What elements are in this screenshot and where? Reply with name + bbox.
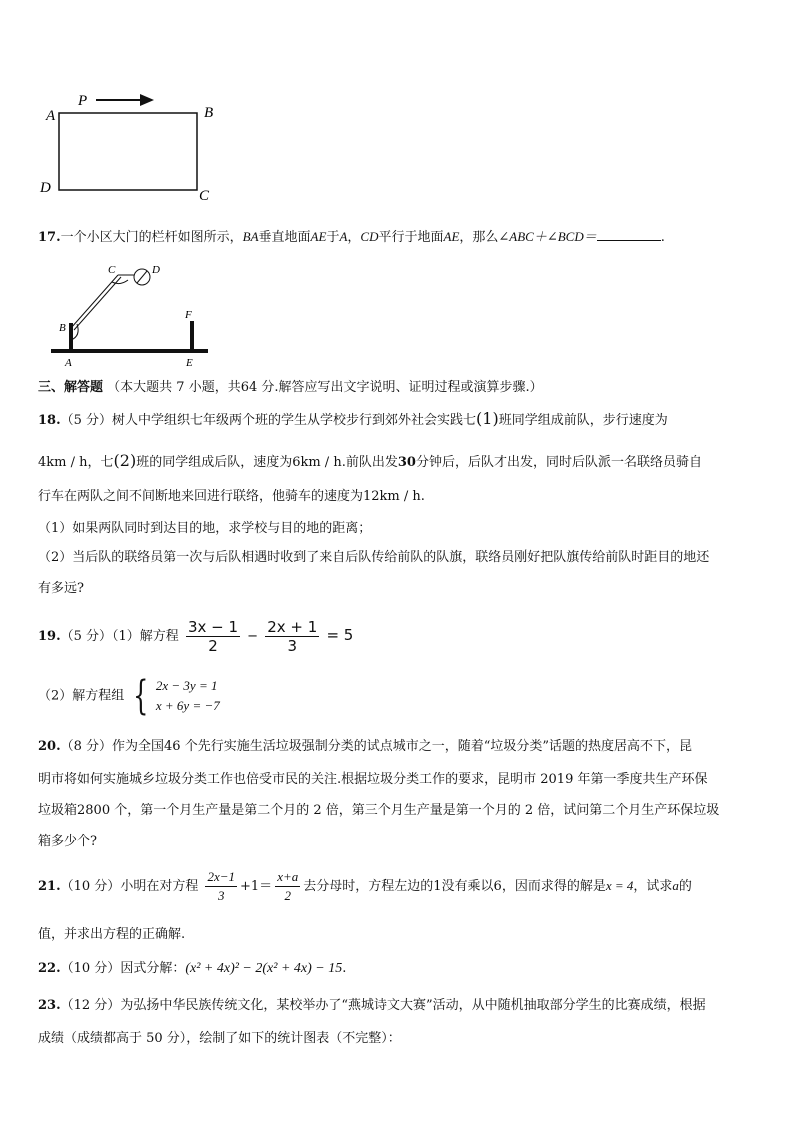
equation-system: { 2x − 3y = 1 x + 6y = −7	[133, 673, 220, 719]
label-C: C	[108, 264, 116, 276]
label-D: D	[40, 180, 51, 196]
question-19-part2: （2）解方程组 { 2x − 3y = 1 x + 6y = −7	[38, 673, 220, 719]
wheel-d-spoke	[137, 271, 147, 283]
question-19-part1: 19.（5 分）（1）解方程 $\frac{3x - 1}{2}$ − $\frac{2x + 1}{3}$ = 5	[38, 618, 354, 655]
label-P: P	[78, 93, 88, 109]
fraction: $\frac{2x-1}{3}$	[207, 869, 236, 903]
label-B: B	[204, 105, 214, 121]
question-21-line1: 21.（10 分）小明在对方程 $\frac{2x-1}{3}$ +1＝ $\frac{x+a}{2}$ 去分母时，方程左边的1没有乘以6，因而求得的解是x = 4，试求a的	[38, 869, 692, 903]
label-D: D	[152, 264, 160, 276]
label-E: E	[186, 357, 193, 369]
question-21-line2: 值，并求出方程的正确解.	[38, 927, 186, 942]
gate-barrier-figure	[46, 258, 216, 370]
answer-blank[interactable]	[597, 228, 661, 241]
question-number: 17.	[38, 230, 61, 245]
label-F: F	[185, 309, 192, 321]
question-23-line2: 成绩（成绩都高于 50 分），绘制了如下的统计图表（不完整）：	[38, 1031, 401, 1046]
question-20-line2: 明市将如何实施城乡垃圾分类工作也倍受市民的关注.根据垃圾分类工作的要求，昆明市 2019 年第一季度共生产环保	[38, 772, 708, 787]
question-20-line3: 垃圾箱2800 个，第一个月生产量是第二个月的 2 倍，第三个月生产量是第一个月的 2 倍，试问第二个月生产环保垃圾	[38, 803, 720, 818]
brace-icon: {	[133, 673, 149, 719]
question-22: 22.（10 分）因式分解：(x² + 4x)² − 2(x² + 4x) − 15.	[38, 961, 347, 976]
question-17: 17.一个小区大门的栏杆如图所示，BA垂直地面AE于A，CD平行于地面AE，那么∠ABC＋∠BCD＝ .	[38, 229, 665, 245]
arrow-head-icon	[140, 94, 154, 106]
question-23-line1: 23.（12 分）为弘扬中华民族传统文化，某校举办了“燕城诗文大赛”活动，从中随机抽取部分学生的比赛成绩，根据	[38, 998, 706, 1013]
angle-c-arc	[112, 280, 128, 284]
question-18-line1: 18.（5 分）树人中学组织七年级两个班的学生从学校步行到郊外社会实践七(1)班同学组成前队，步行速度为	[38, 409, 668, 428]
question-18-part2-cont: 有多远?	[38, 581, 84, 596]
label-A: A	[46, 108, 56, 124]
rectangle-abcd	[59, 113, 197, 190]
label-C: C	[199, 188, 210, 204]
question-20-line4: 箱多少个?	[38, 834, 97, 849]
question-18-part1: （1）如果两队同时到达目的地，求学校与目的地的距离；	[38, 521, 372, 536]
label-B: B	[59, 322, 66, 334]
label-A: A	[65, 357, 72, 369]
question-18-line2: 4km / h，七(2)班的同学组成后队，速度为6km / h.前队出发30分钟后，后队才出发，同时后队派一名联络员骑自	[38, 451, 702, 470]
fraction: $\frac{3x - 1}{2}$	[187, 618, 239, 655]
fraction: $\frac{2x + 1}{3}$	[267, 618, 318, 655]
rectangle-figure	[36, 86, 226, 206]
question-18-line3: 行车在两队之间不间断地来回进行联络，他骑车的速度为12km / h.	[38, 489, 425, 504]
section-heading: 三、解答题 （本大题共 7 小题，共64 分.解答应写出文字说明、证明过程或演算步骤.）	[38, 380, 543, 395]
bar-bc-2	[74, 277, 121, 330]
question-20-line1: 20.（8 分）作为全国46 个先行实施生活垃圾强制分类的试点城市之一，随着“垃圾分类”话题的热度居高不下，昆	[38, 739, 692, 754]
question-18-part2: （2）当后队的联络员第一次与后队相遇时收到了来自后队传给前队的队旗，联络员刚好把队旗传给前队时距目的地还	[38, 550, 710, 565]
fraction: $\frac{x+a}{2}$	[277, 869, 299, 903]
bar-bc	[71, 275, 118, 328]
